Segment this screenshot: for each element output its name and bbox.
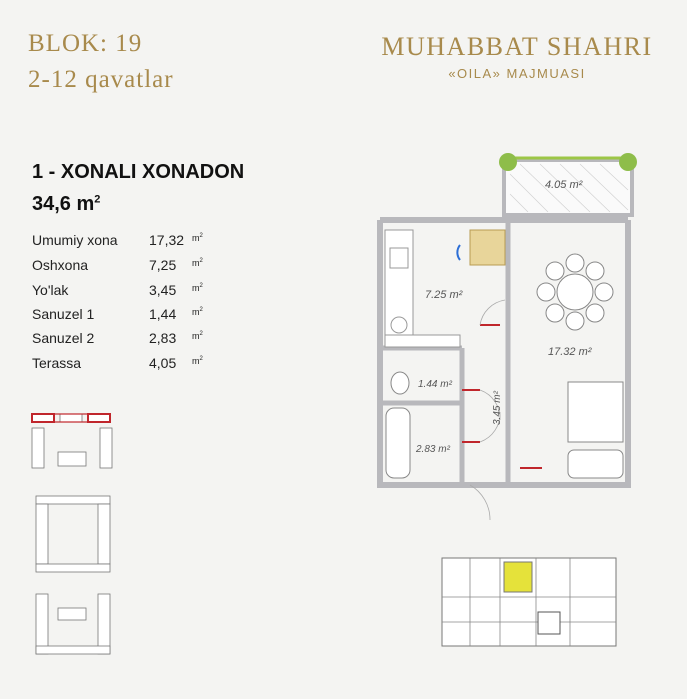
floor-plan <box>370 150 650 520</box>
blok-number: BLOK: 19 <box>28 30 143 57</box>
room-name: Sanuzel 2 <box>32 330 95 346</box>
brand-title: MUHABBAT SHAHRI <box>381 32 653 61</box>
hall-area-label: 3.45 m² <box>492 391 503 425</box>
room-unit: $m^2$ <box>192 233 203 243</box>
block-map-top <box>28 410 118 480</box>
sofa <box>568 382 623 478</box>
stairs-icon <box>538 612 560 634</box>
room-row-bath1 <box>32 306 222 326</box>
block-map-bottom <box>28 590 118 660</box>
plant-icon <box>619 153 637 171</box>
room-area: 7,25 <box>149 257 177 273</box>
room-area: 2,83 <box>149 330 177 346</box>
terrace <box>499 153 637 215</box>
brand-subtitle: «OILA» MAJMUASI <box>448 66 586 81</box>
room-unit: $m^2$ <box>192 356 203 366</box>
kitchen-area-label: 7.25 m² <box>425 289 463 301</box>
terrace-area-label: 4.05 m² <box>545 179 583 191</box>
plant-icon <box>499 153 517 171</box>
living-area-label: 17.32 m² <box>548 346 592 358</box>
room-row-terrace <box>32 355 222 375</box>
apartment-total-area: 34,6 $m^2$ <box>32 193 101 215</box>
room-unit: $m^2$ <box>192 331 203 341</box>
room-name: Yo'lak <box>32 282 69 298</box>
block-map-middle <box>28 492 118 577</box>
room-area: 4,05 <box>149 355 177 371</box>
room-area: 17,32 <box>149 232 185 248</box>
stairs-icon <box>470 230 505 265</box>
bath2-area-label: 2.83 m² <box>416 444 450 455</box>
toilet-icon <box>391 372 409 394</box>
room-area: 1,44 <box>149 306 177 322</box>
room-row-bath2 <box>32 330 222 350</box>
room-row-kitchen <box>32 257 222 277</box>
room-name: Umumiy xona <box>32 232 118 248</box>
room-name: Terassa <box>32 355 82 371</box>
apartment-title: 1 - XONALI XONADON <box>32 161 245 183</box>
room-row-hall <box>32 282 222 302</box>
room-unit: $m^2$ <box>192 258 203 268</box>
room-name: Oshxona <box>32 257 89 273</box>
room-unit: $m^2$ <box>192 283 203 293</box>
floors-range: 2-12 qavatlar <box>28 66 174 93</box>
room-unit: $m^2$ <box>192 307 203 317</box>
highlighted-apartment <box>504 562 532 592</box>
bathtub-icon <box>386 408 410 478</box>
room-name: Sanuzel 1 <box>32 306 95 322</box>
building-floor-map <box>440 552 620 652</box>
dining-table <box>537 254 613 330</box>
room-row-living <box>32 232 222 252</box>
room-area: 3,45 <box>149 282 177 298</box>
bath1-area-label: 1.44 m² <box>418 379 452 390</box>
